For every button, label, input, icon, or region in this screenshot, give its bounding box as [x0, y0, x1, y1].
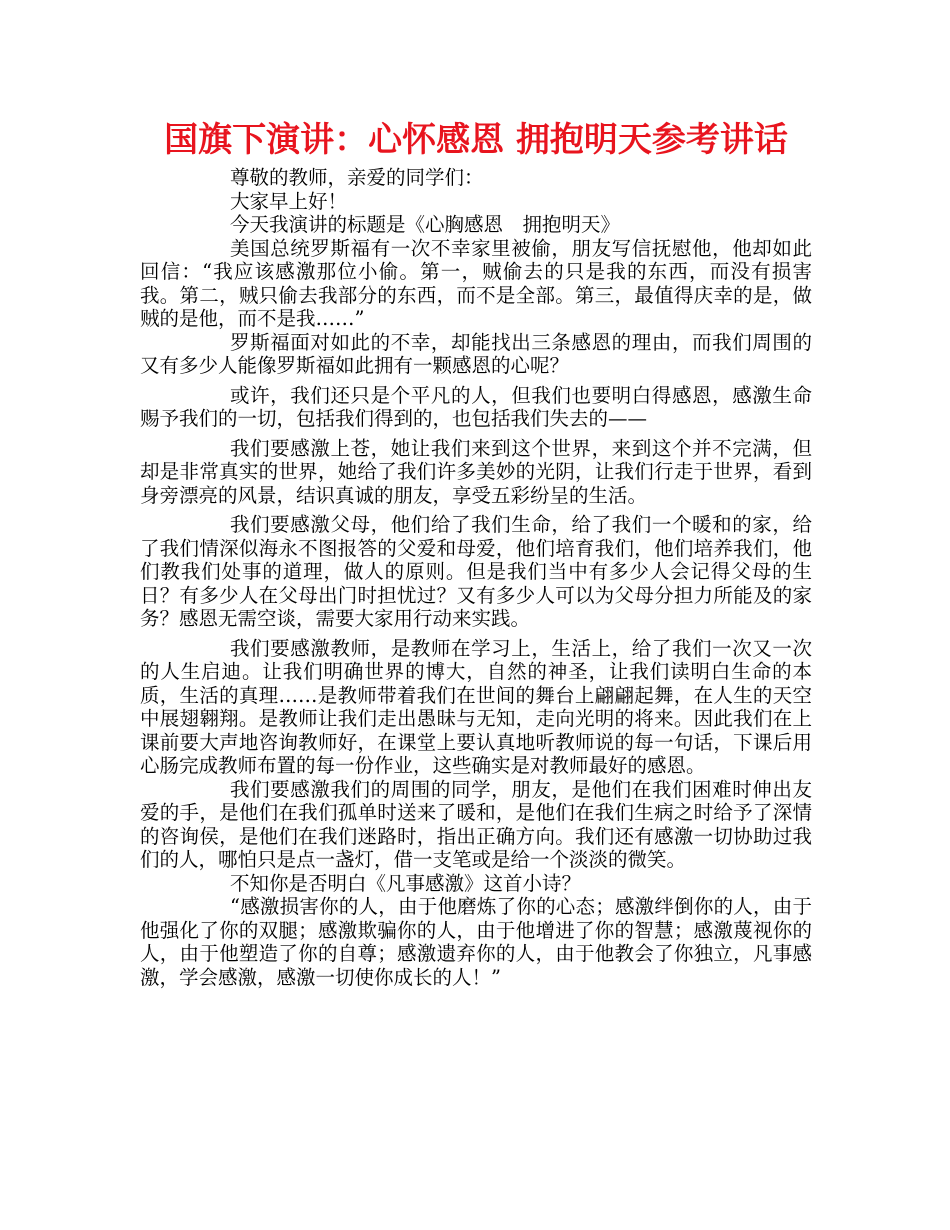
paragraph-thank-friends: 我们要感激我们的周围的同学，朋友，是他们在我们困难时伸出友爱的手，是他们在我们孤单时送来了暖和，是他们在我们生病之时给予了深情的咨询侯，是他们在我们迷路时，指出正确方向。我们还有感激一切协助过我们的人，哪怕只是点一盏灯，借一支笔或是给一个淡淡的微笑。: [140, 777, 812, 871]
document-title: 国旗下演讲：心怀感恩 拥抱明天参考讲话: [164, 120, 788, 160]
document-page: [140, 118, 812, 989]
paragraph-thank-teachers: 我们要感激教师，是教师在学习上，生活上，给了我们一次又一次的人生启迪。让我们明确世界的博大，自然的神圣，让我们读明白生命的本质，生活的真理……是教师带着我们在世间的舞台上翩翩起舞，在人生的天空中展翅翱翔。是教师让我们走出愚昧与无知，走向光明的将来。因此我们在上课前要大声地咨询教师好，在课堂上要认真地听教师说的每一句话，下课后用心肠完成教师布置的每一份作业，这些确实是对教师最好的感恩。: [140, 636, 812, 777]
paragraph-thank-parents: 我们要感激父母，他们给了我们生命，给了我们一个暖和的家，给了我们情深似海永不图报答的父爱和母爱，他们培育我们，他们培养我们，他们教我们处事的道理，做人的原则。但是我们当中有多少人会记得父母的生日？有多少人在父母出门时担忧过？又有多少人可以为父母分担力所能及的家务？感恩无需空谈，需要大家用行动来实践。: [140, 513, 812, 630]
paragraph-poem-quote: “感激损害你的人，由于他磨炼了你的心态；感激绊倒你的人，由于他强化了你的双腿；感激欺骗你的人，由于他增进了你的智慧；感激蔑视你的人，由于他塑造了你的自尊；感激遗弃你的人，由于他教会了你独立，凡事感激，学会感激，感激一切使你成长的人！”: [140, 895, 812, 989]
paragraph-poem-intro: 不知你是否明白《凡事感激》这首小诗？: [230, 871, 582, 895]
document-body: [140, 166, 812, 989]
paragraph-roosevelt-story: 美国总统罗斯福有一次不幸家里被偷，朋友写信抚慰他，他却如此回信：“我应该感激那位小偷。第一，贼偷去的只是我的东西，而没有损害我。第二，贼只偷去我部分的东西，而不是全部。第三，最值得庆幸的是，做贼的是他，而不是我……”: [140, 236, 812, 330]
paragraph-roosevelt-reflection: 罗斯福面对如此的不幸，却能找出三条感恩的理由，而我们周围的又有多少人能像罗斯福如此拥有一颗感恩的心呢？: [140, 330, 812, 377]
speech-topic: 今天我演讲的标题是《心胸感恩 拥抱明天》: [230, 213, 621, 236]
paragraph-thank-heaven: 我们要感激上苍，她让我们来到这个世界，来到这个并不完满，但却是非常真实的世界，她给了我们许多美妙的光阴，让我们行走于世界，看到身旁漂亮的风景，结识真诚的朋友，享受五彩纷呈的生活。: [140, 436, 812, 507]
salutation: 尊敬的教师，亲爱的同学们：: [230, 166, 484, 189]
paragraph-be-grateful: 或许，我们还只是个平凡的人，但我们也要明白得感恩，感激生命赐予我们的一切，包括我们得到的，也包括我们失去的——: [140, 383, 812, 430]
greeting: 大家早上好！: [230, 189, 348, 213]
